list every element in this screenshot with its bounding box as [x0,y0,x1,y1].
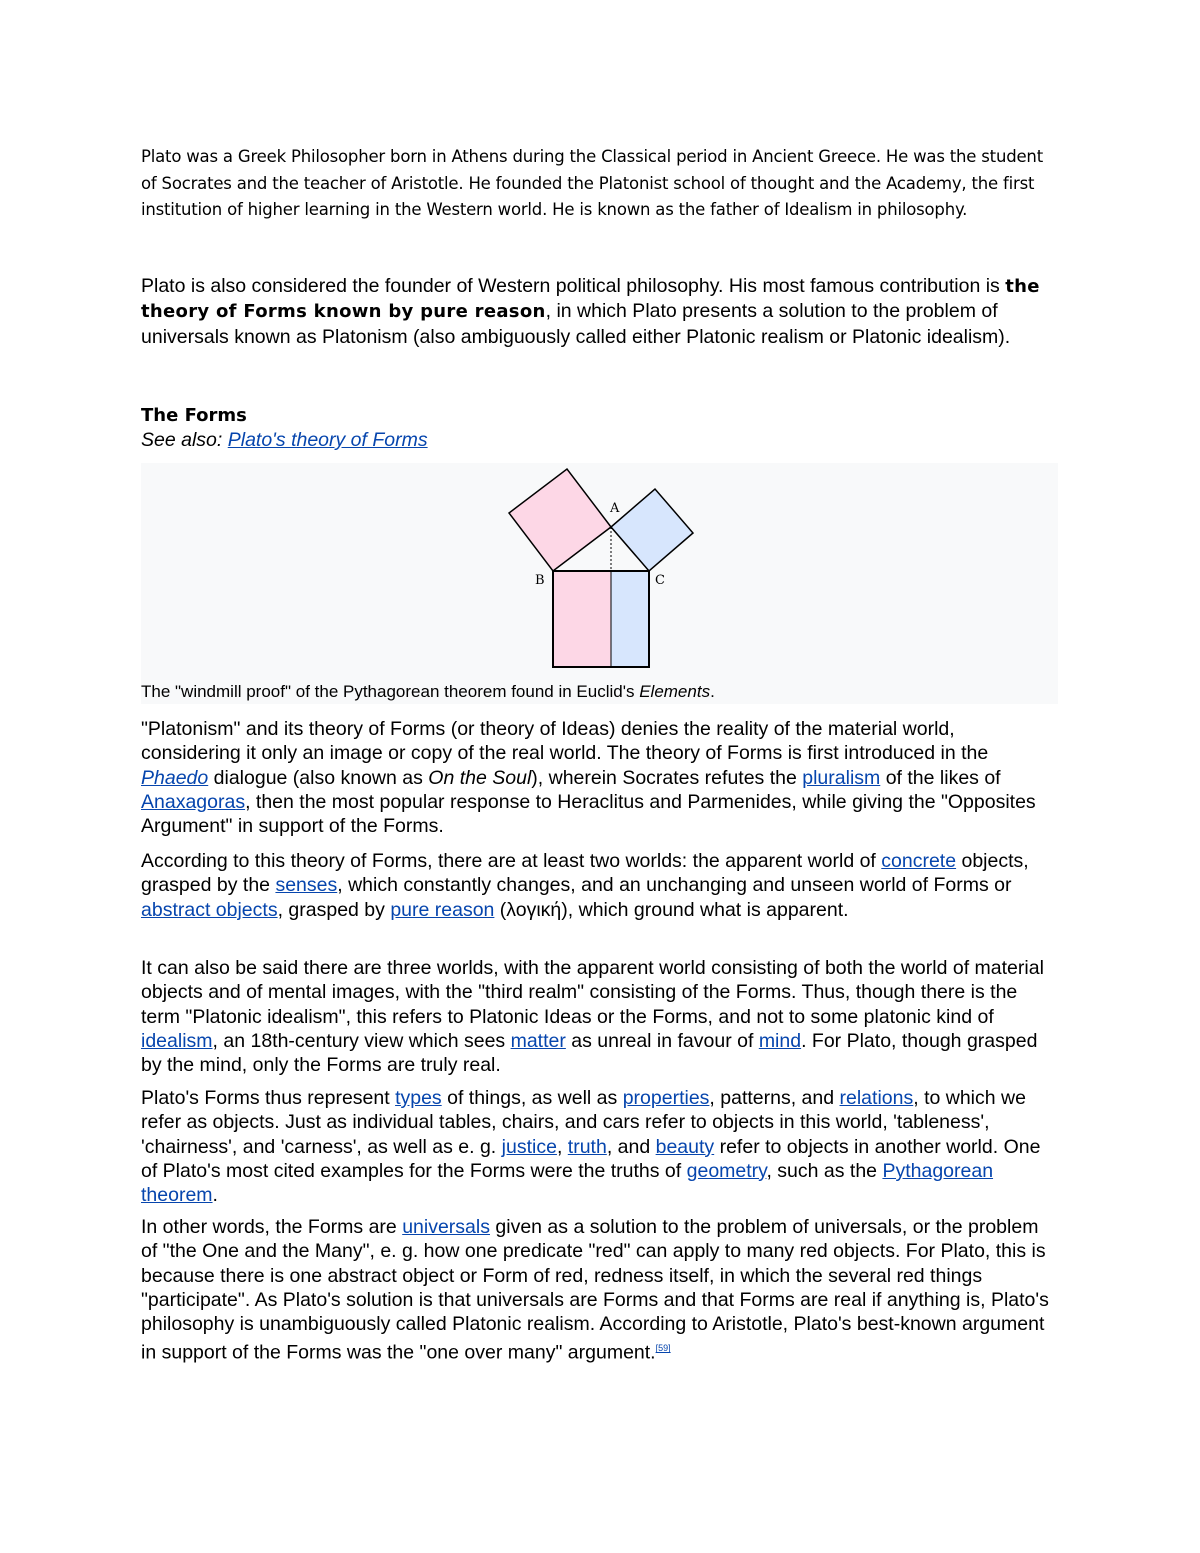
caption-emphasis: Elements [639,682,711,701]
p6-text-a: In other words, the Forms are [141,1216,403,1238]
p3-text-e: (λογική), which ground what is apparent. [494,898,849,921]
link-anaxagoras[interactable]: Anaxagoras [141,790,246,813]
see-also-line [141,428,428,452]
p2-text-a: "Platonism" and its theory of Forms (or theory of Ideas) denies the reality of the material world, considering it only an image or copy of the real world. The theory of Forms is first introduced in the [141,718,989,765]
link-pluralism[interactable]: pluralism [802,766,881,789]
link-properties[interactable]: properties [622,1087,710,1109]
founder-text-a: Plato is also considered the founder of Western political philosophy. His most famous contribution is [141,275,1006,297]
p5-text-a: Plato's Forms thus represent [141,1087,396,1109]
link-abstract-objects[interactable]: abstract objects [141,898,278,921]
label-b: B [535,573,545,588]
pink-square-ab [509,469,611,571]
p4-text-b: , an 18th-century view which sees [212,1029,511,1052]
p4-text-c: as unreal in favour of [565,1029,759,1052]
link-pure-reason[interactable]: pure reason [390,898,495,921]
p5-text-i: . [212,1184,218,1207]
label-c: C [655,573,665,588]
intro-paragraph: Plato was a Greek Philosopher born in Athens during the Classical period in Ancient Greece. He was the student of Socrates and the teacher of Aristotle. He founded the Platonist school of thought and the Academy, the first institution of higher learning in the Western world. He is known as the father of Idealism in philosophy. [141,147,1043,219]
see-also-link[interactable]: Plato's theory of Forms [227,429,428,451]
two-worlds-paragraph [141,849,1046,922]
p5-text-f: , and [606,1135,656,1158]
p5-text-c: , patterns, and [709,1087,840,1109]
pink-rect-bottom [553,571,611,667]
p5-text-b: of things, as well as [441,1087,623,1109]
founder-paragraph [141,274,1056,349]
three-worlds-paragraph [141,956,1051,1077]
figure-caption [141,682,715,702]
caption-text-b: . [710,682,715,701]
p3-text-d: , grasped by [277,898,391,921]
see-also-prefix: See also: [141,429,228,451]
label-a: A [610,501,620,516]
p5-text-e: , [556,1135,568,1158]
p6-text-b: given as a solution to the problem of universals, or the problem of "the One and the Many", e. g. how one predicate "red" can apply to many red objects. For Plato, this is because there is one abstract object or Form of red, redness itself, in which the several red things "participate". As Plato's solution is that universals are Forms and that Forms are real if anything is, Plato's philosophy is unambiguously called Platonic realism. According to Aristotle, Plato's best-known argument in support of the Forms was the "one over many" argument. [141,1216,1049,1364]
forms-types-paragraph [141,1086,1051,1207]
p3-text-b: objects, grasped by the [141,850,1029,897]
p4-text-d: . For Plato, though grasped by the mind, only the Forms are truly real. [141,1029,1038,1077]
universals-paragraph [141,1215,1059,1365]
link-universals[interactable]: universals [402,1216,490,1238]
link-truth[interactable]: truth [567,1135,607,1158]
platonism-paragraph [141,717,1056,838]
blue-square-ac [611,489,693,571]
reference-link[interactable]: [59] [655,1343,671,1354]
link-beauty[interactable]: beauty [655,1135,715,1158]
p5-text-h: , such as the [766,1159,883,1182]
link-senses[interactable]: senses [275,874,338,897]
section-heading: The Forms [141,405,247,426]
p2-text-b: dialogue (also known as [208,766,429,789]
link-idealism[interactable]: idealism [141,1029,213,1052]
founder-bold-text: the theory of Forms known by pure reason [141,276,1040,323]
blue-rect-bottom [611,571,649,667]
p2-emphasis: On the Soul [428,766,532,789]
founder-text-b: , in which Plato presents a solution to the problem of universals known as Platonism (also ambiguously called either Platonic realism or Platonic idealism). [141,300,1011,348]
p2-text-e: , then the most popular response to Heraclitus and Parmenides, while giving the "Opposites Argument" in support of the Forms. [141,790,1036,838]
p3-text-c: , which constantly changes, and an unchanging and unseen world of Forms or [337,874,1012,897]
p5-text-d: , to which we refer as objects. Just as individual tables, chairs, and cars refer to objects in this world, 'tableness', 'chairness', and 'carness', as well as e. g. [141,1087,1026,1158]
link-phaedo[interactable]: Phaedo [141,766,209,789]
p5-text-g: refer to objects in another world. One of Plato's most cited examples for the Forms were the truths of [141,1135,1041,1182]
link-concrete[interactable]: concrete [881,850,957,872]
p2-text-d: of the likes of [880,766,1001,789]
link-types[interactable]: types [395,1087,442,1109]
link-relations[interactable]: relations [839,1087,914,1109]
link-geometry[interactable]: geometry [686,1159,767,1182]
p4-text-a: It can also be said there are three worlds, with the apparent world consisting of both the world of material objects and of mental images, with the "third realm" consisting of the Forms. Thus, though there is the term "Platonic idealism", this refers to Platonic Ideas or the Forms, and not to some platonic kind of [141,957,1044,1028]
link-matter[interactable]: matter [510,1029,566,1052]
link-pythagorean-theorem[interactable]: Pythagorean theorem [141,1159,994,1207]
figure-box [141,463,1058,704]
link-mind[interactable]: mind [758,1029,802,1052]
link-justice[interactable]: justice [501,1135,557,1158]
windmill-proof-diagram [491,463,711,673]
p2-text-c: ), wherein Socrates refutes the [531,766,803,789]
caption-text-a: The "windmill proof" of the Pythagorean theorem found in Euclid's [141,682,640,701]
p3-text-a: According to this theory of Forms, there are at least two worlds: the apparent world of [141,850,882,872]
